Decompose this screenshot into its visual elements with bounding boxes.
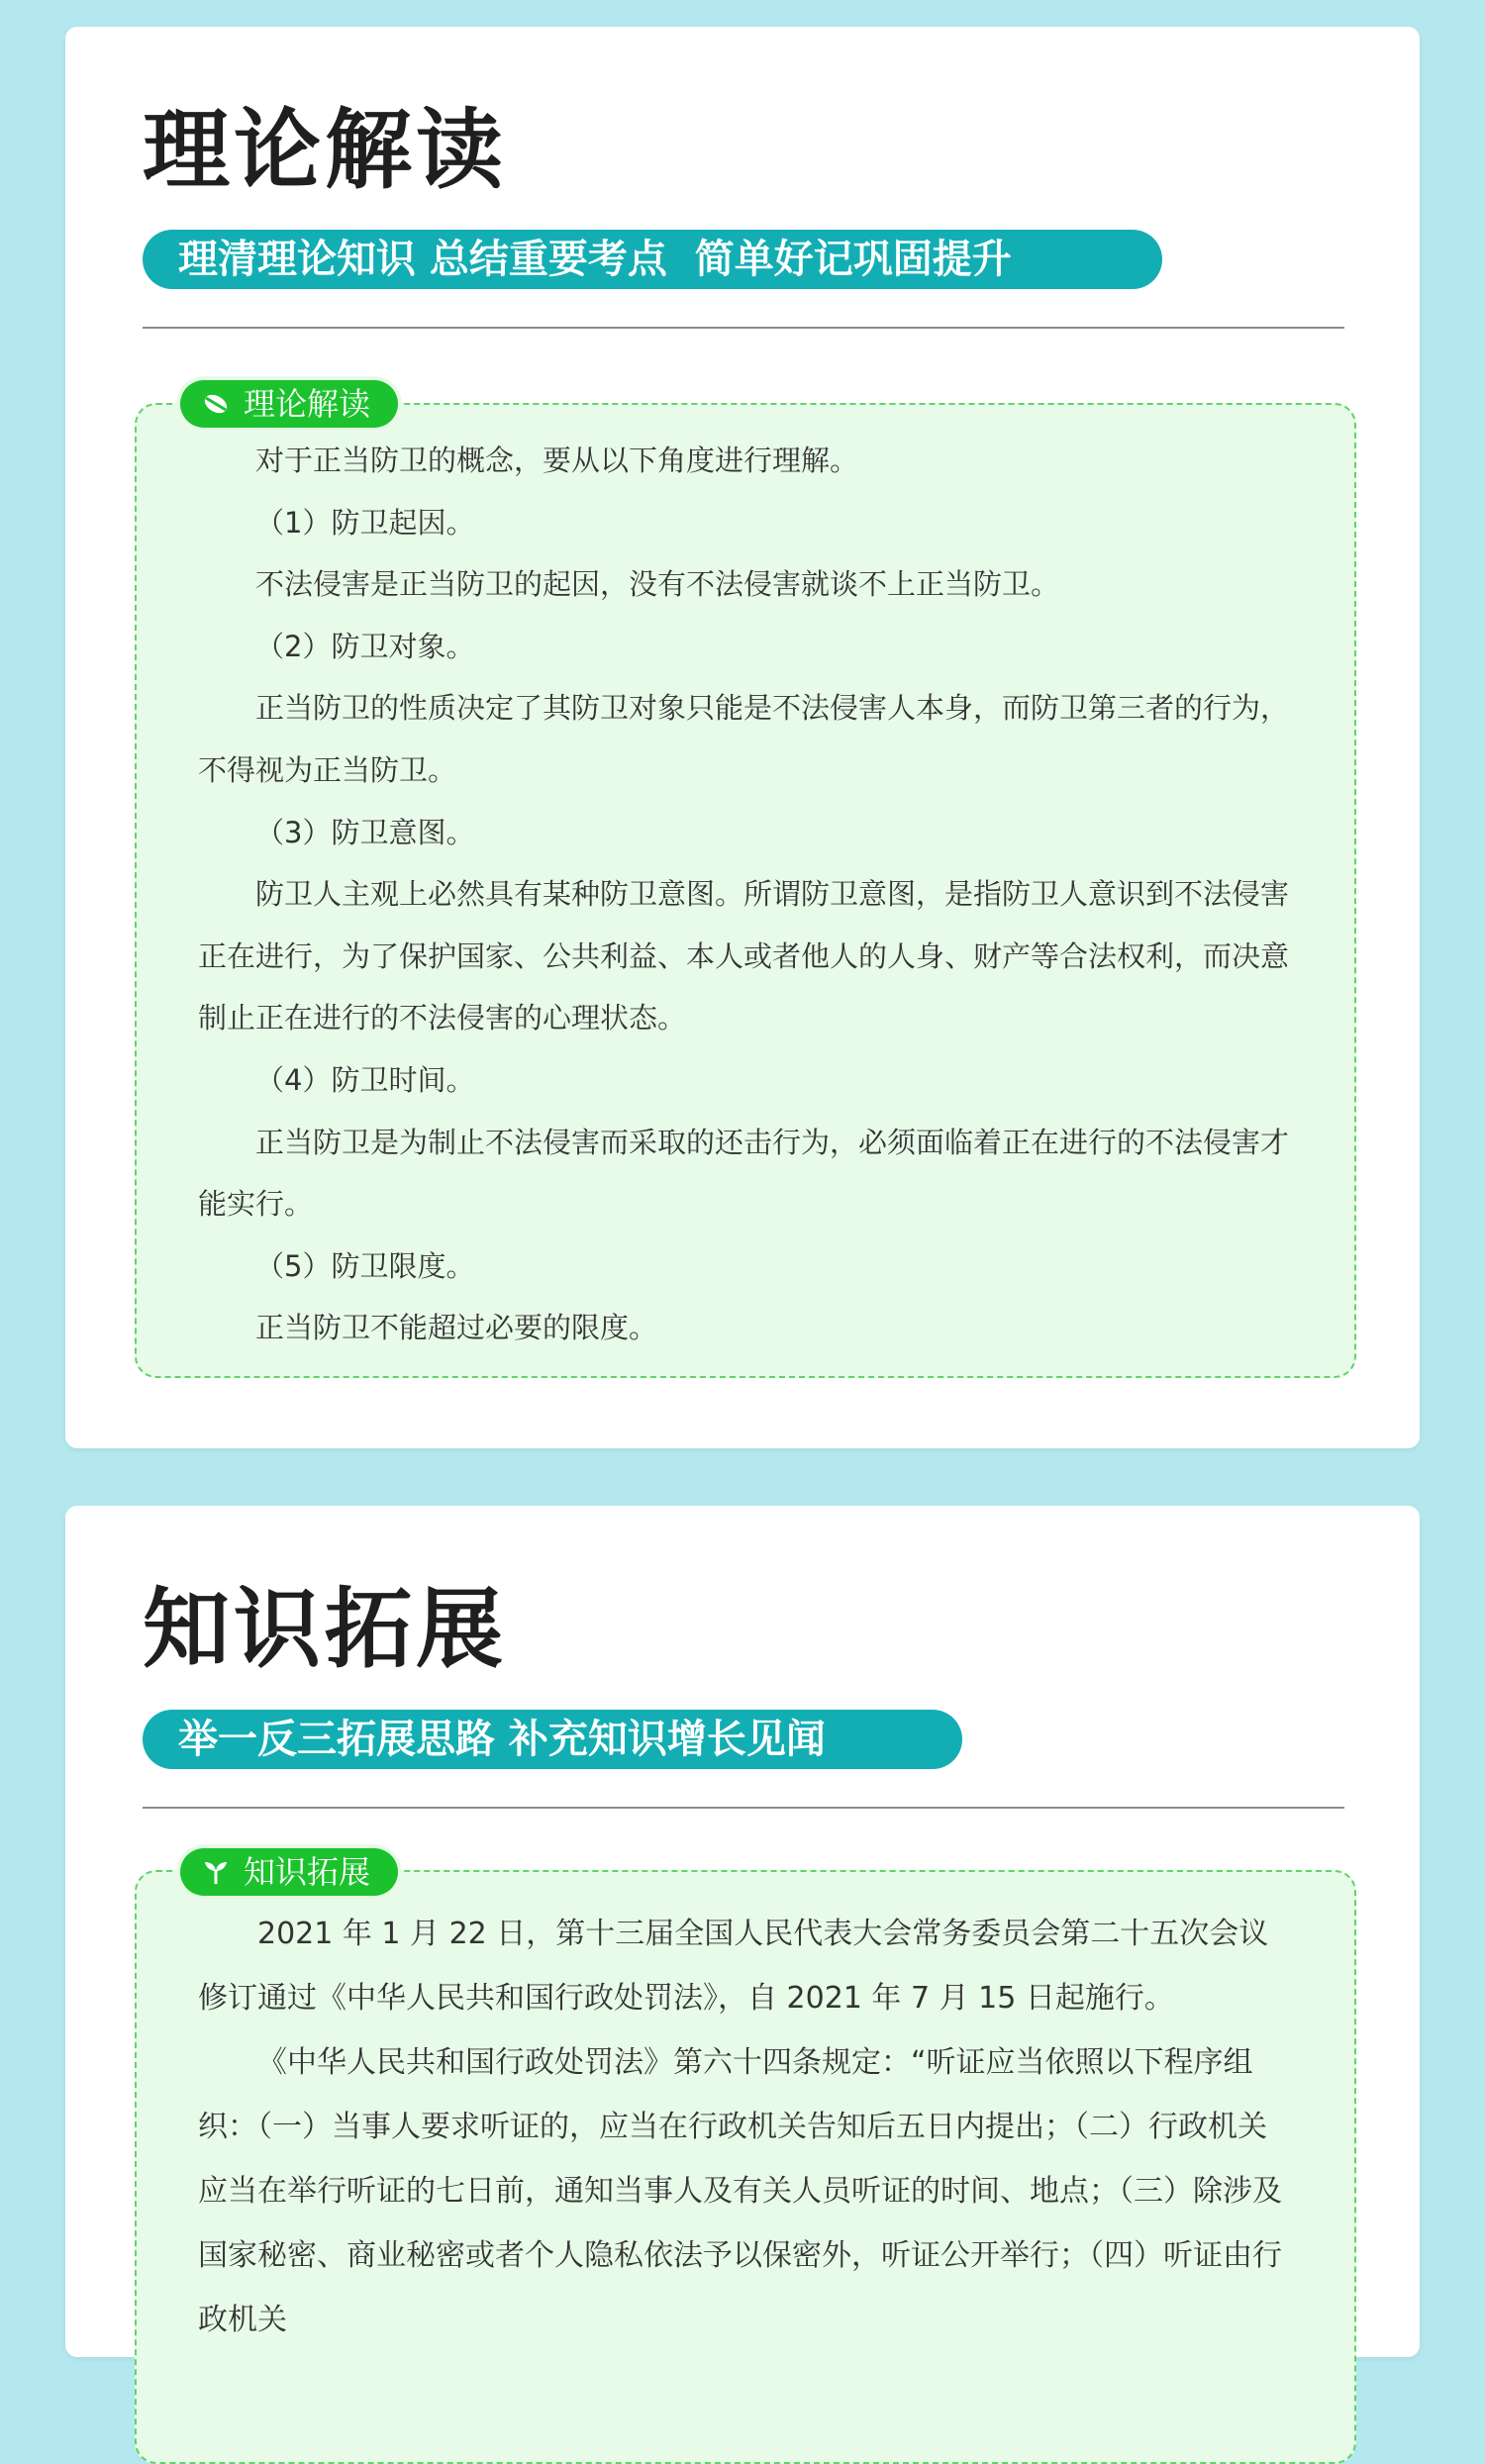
paragraph: 对于正当防卫的概念，要从以下角度进行理解。: [255, 444, 859, 477]
paragraph: 正当防卫是为制止不法侵害而采取的还击行为，必须面临着正在进行的不法侵害才能实行。: [198, 1125, 1290, 1222]
paragraph: 正当防卫的性质决定了其防卫对象只能是不法侵害人本身，而防卫第三者的行为，不得视为正当防卫。: [198, 691, 1290, 787]
section-tag: [180, 1848, 398, 1896]
divider: [143, 327, 1344, 329]
section-tag-label: 知识拓展: [244, 1853, 371, 1891]
divider: [143, 1807, 1344, 1809]
theory-content-box: [135, 385, 1356, 1378]
paragraph: （4）防卫时间。: [255, 1062, 475, 1097]
paragraph: （5）防卫限度。: [255, 1248, 475, 1283]
paragraph: 防卫人主观上必然具有某种防卫意图。所谓防卫意图，是指防卫人意识到不法侵害正在进行，为了保护国家、公共利益、本人或者他人的人身、财产等合法权利，而决意制止正在进行的不法侵害的心理状态。: [198, 877, 1290, 1035]
section-banner: 理清理论知识 总结重要考点 简单好记巩固提升: [143, 230, 1162, 289]
section-banner: 举一反三拓展思路 补充知识增长见闻: [143, 1710, 962, 1769]
leaf-icon: [202, 390, 230, 418]
paragraph: 2021 年 1 月 22 日，第十三届全国人民代表大会常务委员会第二十五次会议修订通过《中华人民共和国行政处罚法》，自 2021 年 7 月 15 日起施行。: [198, 1917, 1269, 2016]
paragraph: （2）防卫对象。: [255, 629, 475, 663]
section-tag-label: 理论解读: [244, 385, 371, 423]
paragraph: 正当防卫不能超过必要的限度。: [255, 1311, 658, 1345]
extension-content-box: [135, 1853, 1356, 2464]
sprout-icon: [202, 1858, 230, 1886]
extension-card: [65, 1506, 1420, 2357]
paragraph: （3）防卫意图。: [255, 815, 475, 849]
theory-card: [65, 27, 1420, 1448]
theory-text: [198, 430, 1293, 1359]
paragraph: 不法侵害是正当防卫的起因，没有不法侵害就谈不上正当防卫。: [255, 567, 1060, 602]
paragraph: （1）防卫起因。: [255, 505, 475, 540]
section-tag: [180, 380, 398, 428]
extension-text: [198, 1902, 1295, 2352]
section-heading: 知识拓展: [143, 1578, 508, 1680]
section-heading: 理论解读: [143, 99, 508, 201]
paragraph: 《中华人民共和国行政处罚法》第六十四条规定：“听证应当依照以下程序组织：（一）当事人要求听证的，应当在行政机关告知后五日内提出；（二）行政机关应当在举行听证的七日前，通知当事人及有关人员听证的时间、地点；（三）除涉及国家秘密、商业秘密或者个人隐私依法予以保密外，听证公开举行；（四）听证由行政机关: [198, 2045, 1282, 2337]
